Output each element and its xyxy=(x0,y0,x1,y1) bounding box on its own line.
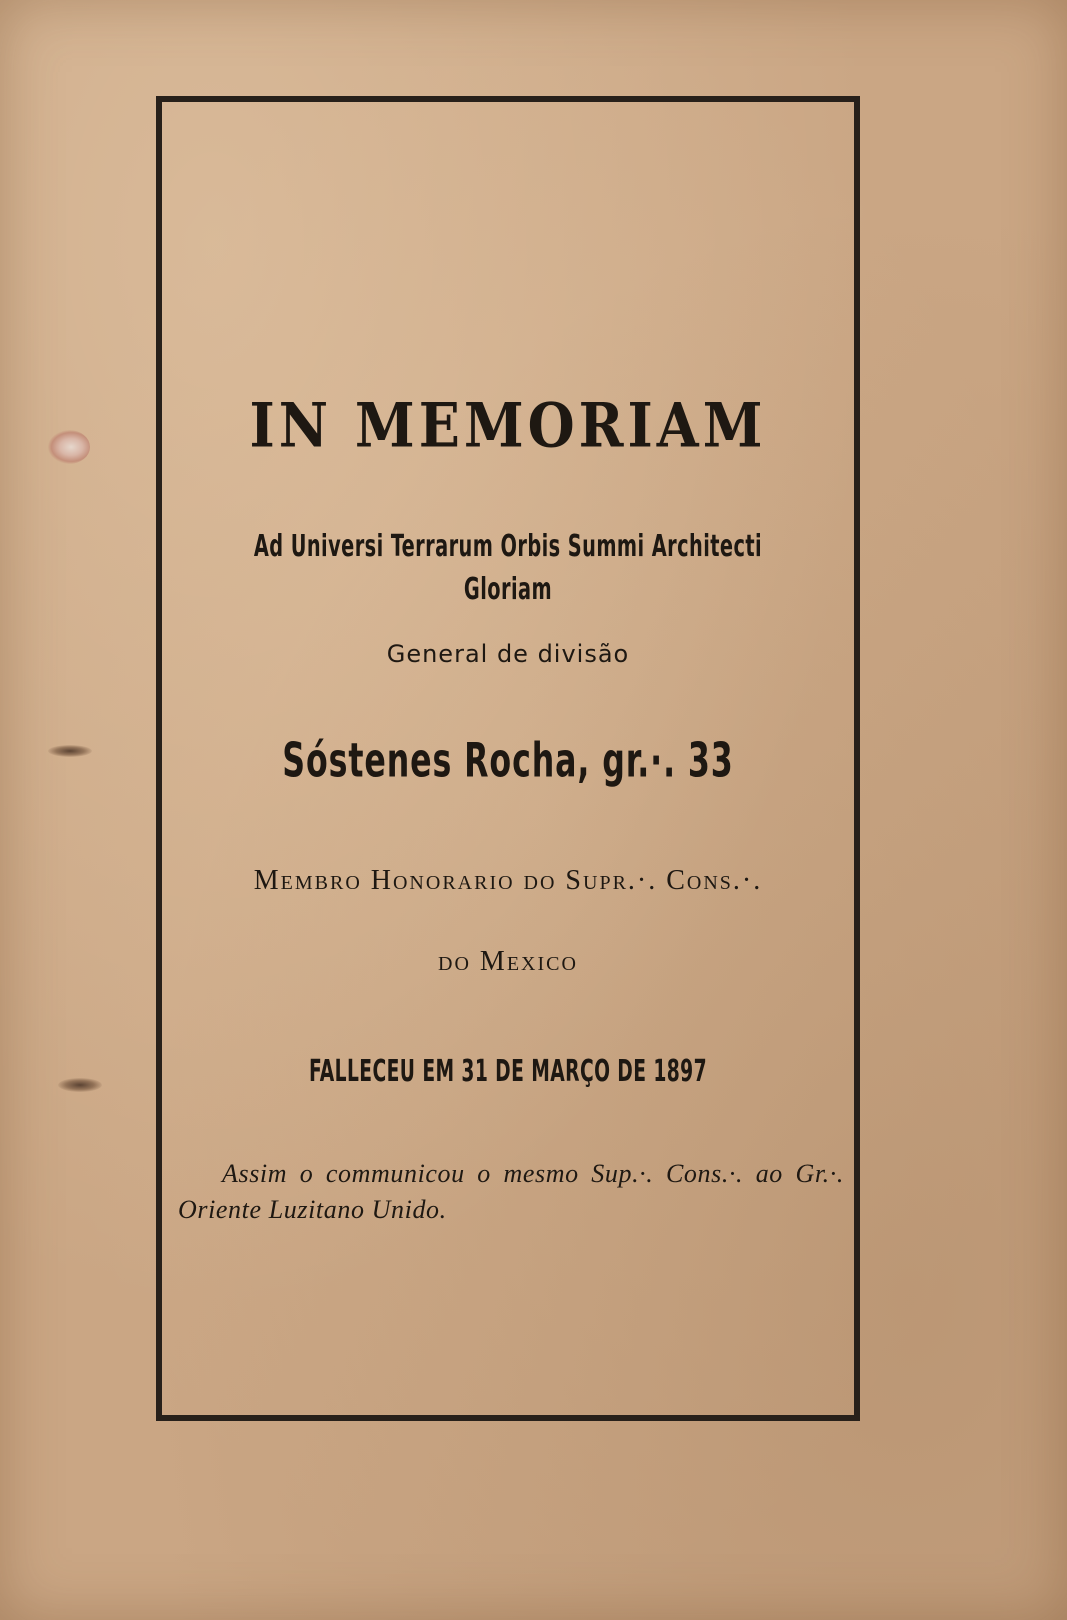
communique-paragraph: Assim o communicou o mesmo Sup.·. Cons.·. ao Gr.·. Oriente Luzitano Unido. xyxy=(178,1159,844,1224)
memorial-title: IN MEMORIAM xyxy=(249,389,767,461)
deceased-name: Sóstenes Rocha, gr.·. 33 xyxy=(282,733,734,789)
dedication-line: Ad Universi Terrarum Orbis Summi Architecti Gloriam xyxy=(253,528,763,607)
punch-hole xyxy=(58,1078,102,1092)
rank-line: General de divisão xyxy=(386,640,630,668)
country-line: do Mexico xyxy=(438,946,578,977)
punch-hole xyxy=(48,430,90,464)
punch-hole xyxy=(48,745,92,757)
death-notice: FALLECEU EM 31 DE MARÇO DE 1897 xyxy=(308,1054,708,1090)
honorary-membership: Membro Honorario do Supr.·. Cons.·. xyxy=(253,865,763,896)
